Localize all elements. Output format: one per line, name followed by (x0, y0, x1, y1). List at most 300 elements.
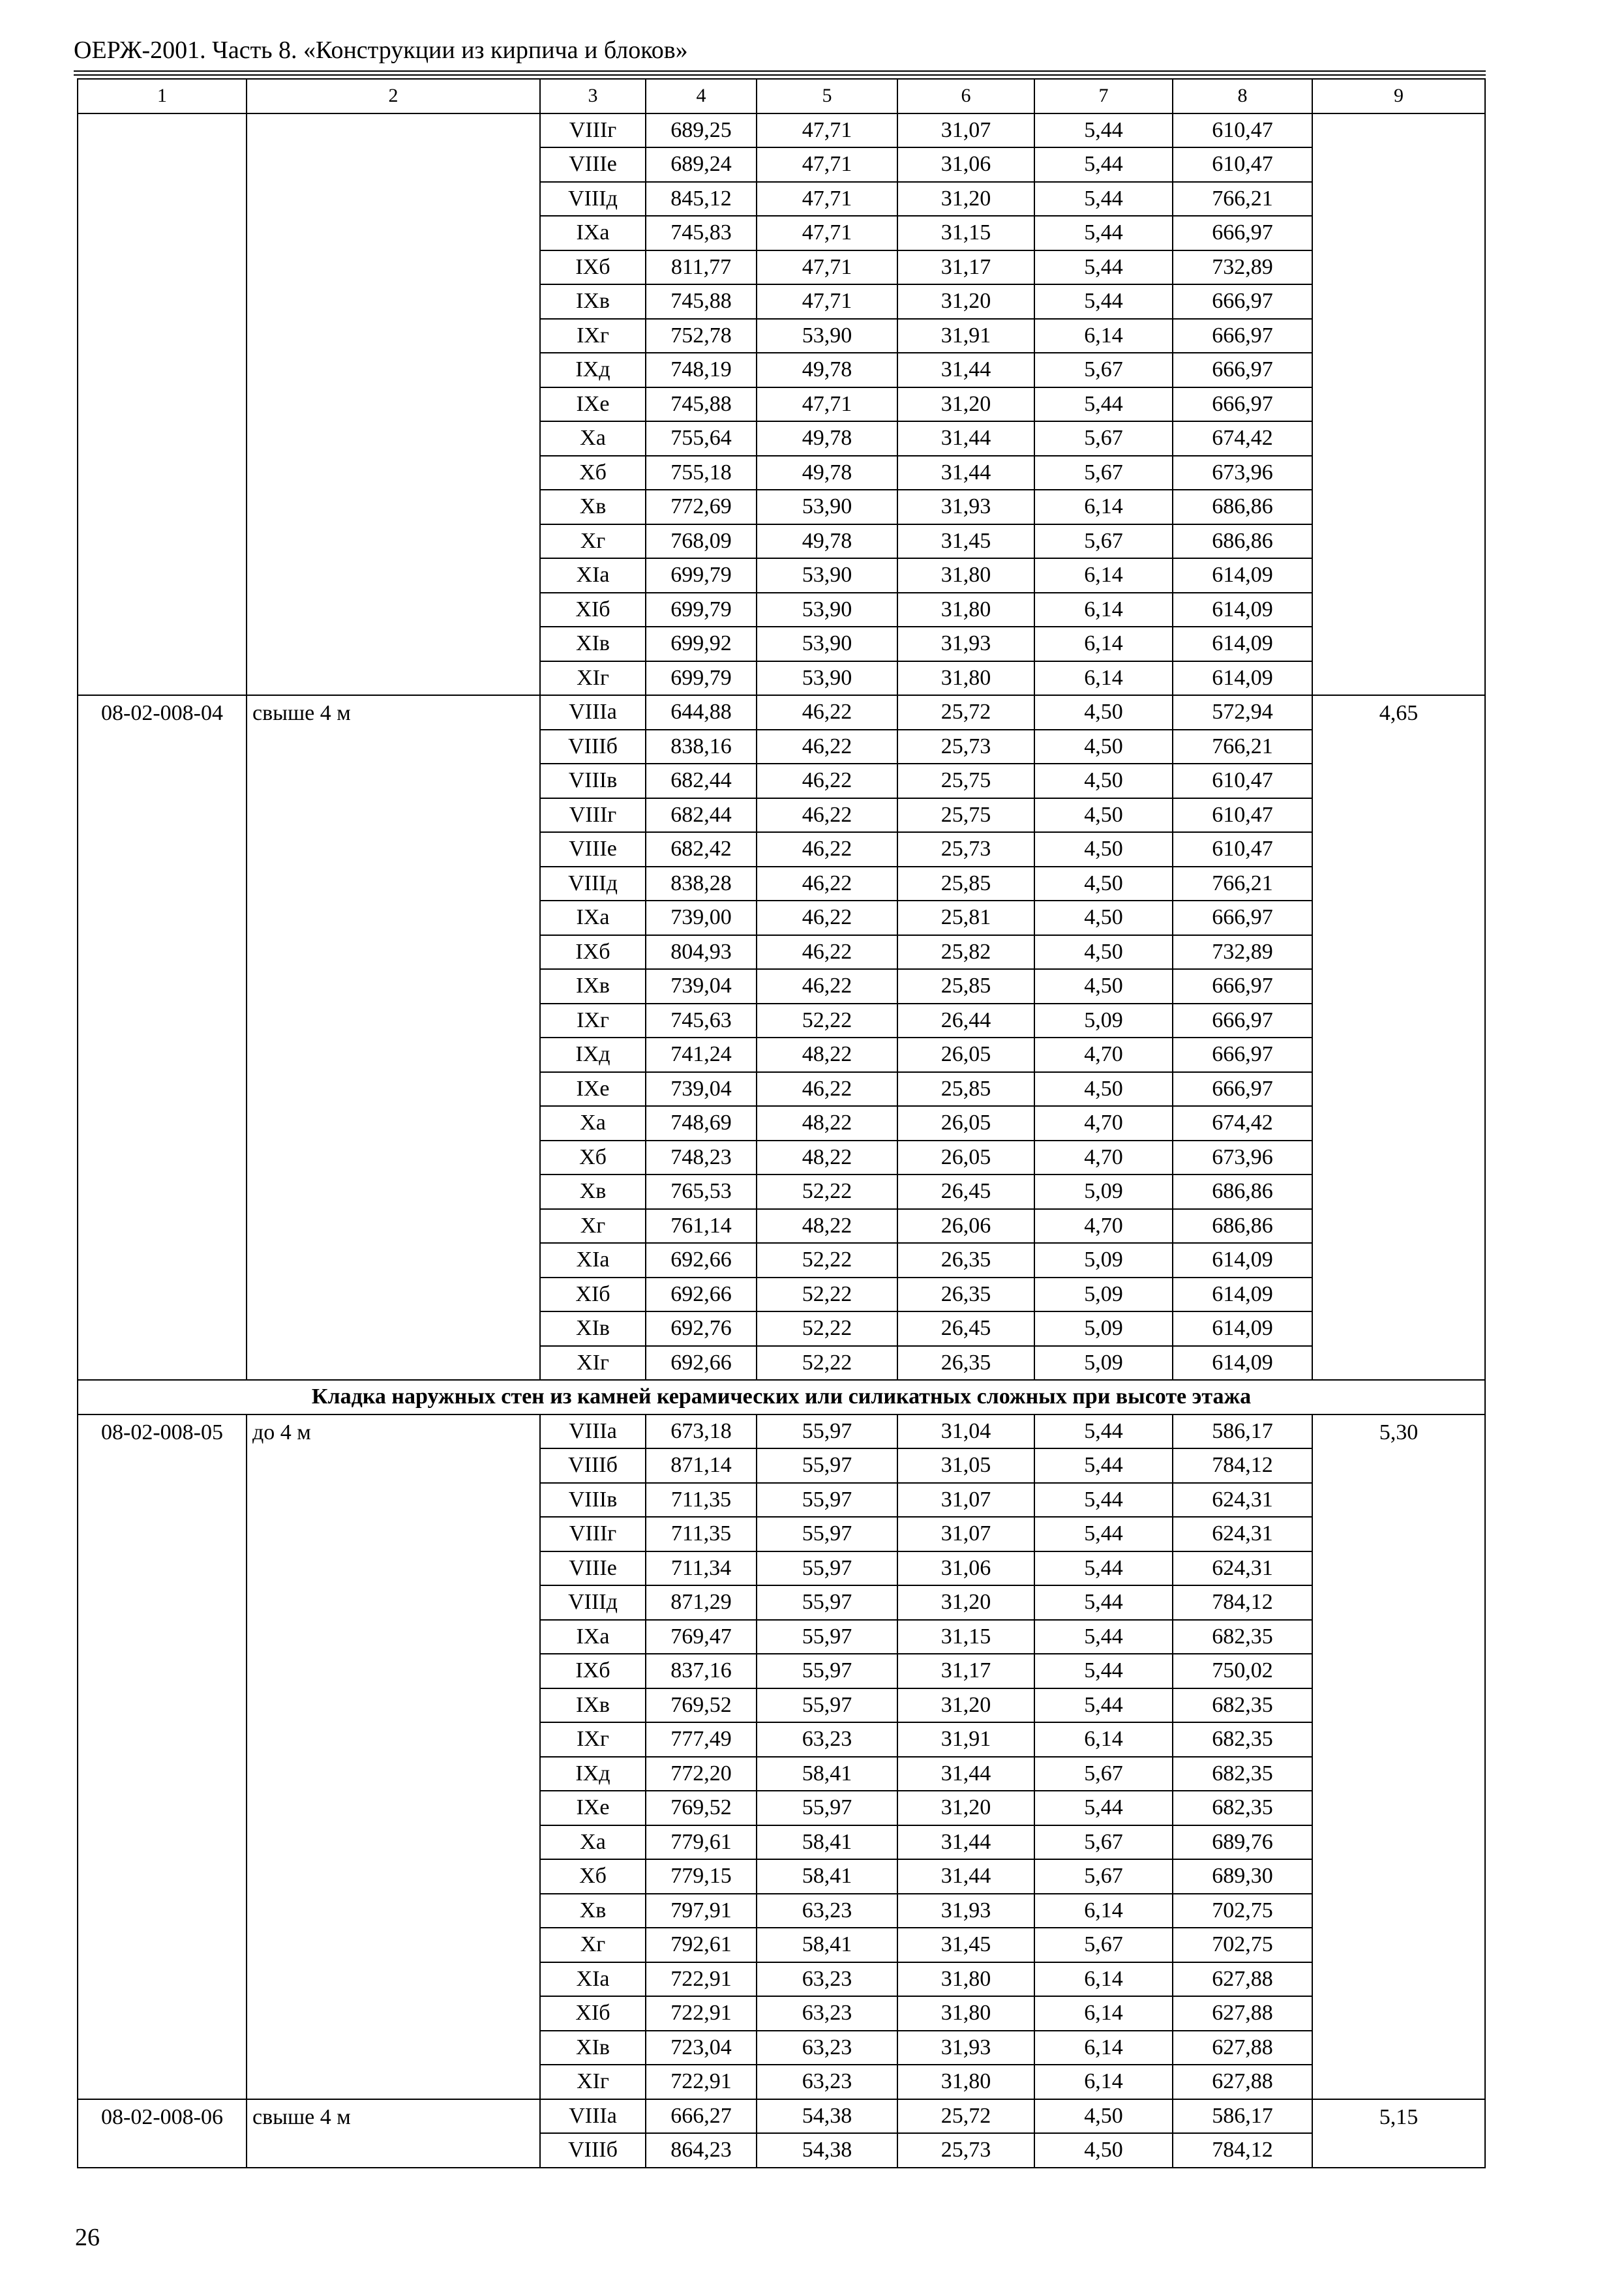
column-number: 4 (646, 79, 757, 113)
machines-cell: 31,44 (897, 1859, 1034, 1894)
machines-cell: 31,45 (897, 524, 1034, 559)
wages-cell: 52,22 (757, 1174, 897, 1209)
wages-cell: 52,22 (757, 1004, 897, 1038)
machinist-wages-cell: 5,09 (1034, 1243, 1173, 1278)
materials-cell: 586,17 (1173, 1414, 1312, 1449)
machinist-wages-cell: 6,14 (1034, 2065, 1173, 2099)
rate-description-cell: свыше 4 м (247, 695, 540, 1380)
wages-cell: 53,90 (757, 490, 897, 524)
machinist-wages-cell: 5,44 (1034, 1585, 1173, 1620)
machinist-wages-cell: 4,50 (1034, 969, 1173, 1004)
wages-cell: 58,41 (757, 1859, 897, 1894)
machinist-wages-cell: 4,50 (1034, 798, 1173, 833)
region-cell: VIIIб (540, 730, 646, 764)
materials-cell: 686,86 (1173, 1209, 1312, 1244)
materials-cell: 686,86 (1173, 1174, 1312, 1209)
machinist-wages-cell: 4,50 (1034, 764, 1173, 798)
total-cost-cell: 761,14 (646, 1209, 757, 1244)
machinist-wages-cell: 4,50 (1034, 1072, 1173, 1107)
rate-description-cell (247, 113, 540, 696)
region-cell: Xа (540, 421, 646, 456)
wages-cell: 63,23 (757, 1722, 897, 1757)
materials-cell: 624,31 (1173, 1517, 1312, 1551)
region-cell: VIIIг (540, 113, 646, 148)
wages-cell: 58,41 (757, 1757, 897, 1791)
total-cost-cell: 779,15 (646, 1859, 757, 1894)
materials-cell: 784,12 (1173, 1448, 1312, 1483)
machinist-wages-cell: 6,14 (1034, 661, 1173, 696)
total-cost-cell: 769,52 (646, 1688, 757, 1723)
machines-cell: 31,80 (897, 2065, 1034, 2099)
total-cost-cell: 722,91 (646, 1996, 757, 2031)
region-cell: VIIIг (540, 798, 646, 833)
machinist-wages-cell: 5,67 (1034, 353, 1173, 387)
materials-cell: 610,47 (1173, 832, 1312, 867)
total-cost-cell: 745,88 (646, 387, 757, 422)
region-cell: XIв (540, 627, 646, 661)
wages-cell: 55,97 (757, 1688, 897, 1723)
wages-cell: 46,22 (757, 832, 897, 867)
wages-cell: 46,22 (757, 730, 897, 764)
total-cost-cell: 745,88 (646, 284, 757, 319)
total-cost-cell: 692,66 (646, 1243, 757, 1278)
total-cost-cell: 741,24 (646, 1038, 757, 1072)
total-cost-cell: 711,34 (646, 1551, 757, 1586)
materials-cell: 614,09 (1173, 661, 1312, 696)
machines-cell: 31,07 (897, 1483, 1034, 1518)
region-cell: XIа (540, 558, 646, 593)
materials-cell: 702,75 (1173, 1894, 1312, 1928)
region-cell: Xв (540, 1174, 646, 1209)
wages-cell: 63,23 (757, 1996, 897, 2031)
total-cost-cell: 692,66 (646, 1346, 757, 1381)
labor-cost-cell: 5,30 (1312, 1414, 1485, 2099)
region-cell: VIIIе (540, 832, 646, 867)
wages-cell: 46,22 (757, 798, 897, 833)
region-cell: Xг (540, 1928, 646, 1962)
materials-cell: 766,21 (1173, 867, 1312, 901)
machinist-wages-cell: 4,70 (1034, 1141, 1173, 1175)
machinist-wages-cell: 4,50 (1034, 695, 1173, 730)
machinist-wages-cell: 5,44 (1034, 1448, 1173, 1483)
materials-cell: 627,88 (1173, 1996, 1312, 2031)
column-number: 1 (78, 79, 247, 113)
materials-cell: 682,35 (1173, 1722, 1312, 1757)
region-cell: IXе (540, 1791, 646, 1825)
region-cell: IXв (540, 969, 646, 1004)
machines-cell: 26,35 (897, 1243, 1034, 1278)
materials-cell: 666,97 (1173, 353, 1312, 387)
machines-cell: 31,04 (897, 1414, 1034, 1449)
machinist-wages-cell: 5,44 (1034, 284, 1173, 319)
region-cell: XIг (540, 2065, 646, 2099)
region-cell: IXа (540, 216, 646, 250)
machines-cell: 31,93 (897, 627, 1034, 661)
materials-cell: 627,88 (1173, 2065, 1312, 2099)
wages-cell: 49,78 (757, 421, 897, 456)
wages-cell: 48,22 (757, 1141, 897, 1175)
page-number: 26 (75, 2224, 100, 2251)
wages-cell: 55,97 (757, 1620, 897, 1654)
materials-cell: 666,97 (1173, 901, 1312, 935)
region-cell: VIIIв (540, 764, 646, 798)
region-cell: IXд (540, 1757, 646, 1791)
region-cell: VIIIд (540, 867, 646, 901)
column-number: 8 (1173, 79, 1312, 113)
wages-cell: 55,97 (757, 1483, 897, 1518)
header-rule (74, 70, 1486, 72)
region-cell: IXб (540, 250, 646, 285)
materials-cell: 614,09 (1173, 1346, 1312, 1381)
region-cell: XIа (540, 1962, 646, 1997)
wages-cell: 55,97 (757, 1414, 897, 1449)
materials-cell: 784,12 (1173, 2133, 1312, 2168)
machines-cell: 26,05 (897, 1106, 1034, 1141)
wages-cell: 55,97 (757, 1791, 897, 1825)
materials-cell: 732,89 (1173, 935, 1312, 970)
machinist-wages-cell: 5,44 (1034, 250, 1173, 285)
region-cell: VIIIв (540, 1483, 646, 1518)
machinist-wages-cell: 6,14 (1034, 1996, 1173, 2031)
region-cell: Xб (540, 1141, 646, 1175)
materials-cell: 732,89 (1173, 250, 1312, 285)
materials-cell: 666,97 (1173, 969, 1312, 1004)
materials-cell: 682,35 (1173, 1688, 1312, 1723)
machines-cell: 31,20 (897, 1688, 1034, 1723)
region-cell: VIIIа (540, 1414, 646, 1449)
materials-cell: 666,97 (1173, 387, 1312, 422)
wages-cell: 58,41 (757, 1825, 897, 1860)
machines-cell: 25,73 (897, 2133, 1034, 2168)
machines-cell: 31,80 (897, 661, 1034, 696)
machinist-wages-cell: 4,50 (1034, 935, 1173, 970)
total-cost-cell: 772,69 (646, 490, 757, 524)
materials-cell: 610,47 (1173, 798, 1312, 833)
machinist-wages-cell: 5,44 (1034, 1551, 1173, 1586)
region-cell: XIг (540, 1346, 646, 1381)
wages-cell: 63,23 (757, 2031, 897, 2065)
materials-cell: 674,42 (1173, 1106, 1312, 1141)
machines-cell: 31,44 (897, 456, 1034, 490)
wages-cell: 47,71 (757, 113, 897, 148)
total-cost-cell: 748,23 (646, 1141, 757, 1175)
region-cell: IXе (540, 387, 646, 422)
labor-cost-cell (1312, 113, 1485, 696)
machines-cell: 31,93 (897, 2031, 1034, 2065)
machinist-wages-cell: 5,67 (1034, 524, 1173, 559)
region-cell: IXг (540, 319, 646, 353)
wages-cell: 49,78 (757, 524, 897, 559)
machinist-wages-cell: 5,09 (1034, 1174, 1173, 1209)
materials-cell: 666,97 (1173, 1038, 1312, 1072)
region-cell: VIIIб (540, 1448, 646, 1483)
machinist-wages-cell: 4,50 (1034, 2133, 1173, 2168)
total-cost-cell: 682,44 (646, 764, 757, 798)
materials-cell: 614,09 (1173, 627, 1312, 661)
table-row (78, 695, 1485, 730)
machinist-wages-cell: 4,50 (1034, 867, 1173, 901)
region-cell: VIIIе (540, 147, 646, 182)
machines-cell: 31,20 (897, 182, 1034, 217)
machines-cell: 31,93 (897, 1894, 1034, 1928)
machines-cell: 31,20 (897, 387, 1034, 422)
materials-cell: 614,09 (1173, 1311, 1312, 1346)
wages-cell: 53,90 (757, 627, 897, 661)
machinist-wages-cell: 4,70 (1034, 1209, 1173, 1244)
total-cost-cell: 722,91 (646, 2065, 757, 2099)
machinist-wages-cell: 5,44 (1034, 182, 1173, 217)
wages-cell: 52,22 (757, 1278, 897, 1312)
section-heading: Кладка наружных стен из камней керамических или силикатных сложных при высоте этажа (78, 1380, 1485, 1414)
machines-cell: 25,72 (897, 2099, 1034, 2134)
machinist-wages-cell: 5,67 (1034, 1757, 1173, 1791)
materials-cell: 614,09 (1173, 1278, 1312, 1312)
table-body (78, 79, 1485, 2168)
materials-cell: 610,47 (1173, 113, 1312, 148)
wages-cell: 52,22 (757, 1311, 897, 1346)
materials-cell: 610,47 (1173, 764, 1312, 798)
total-cost-cell: 666,27 (646, 2099, 757, 2134)
machinist-wages-cell: 4,50 (1034, 901, 1173, 935)
machinist-wages-cell: 5,09 (1034, 1004, 1173, 1038)
rate-description-cell: до 4 м (247, 1414, 540, 2099)
total-cost-cell: 692,66 (646, 1278, 757, 1312)
machines-cell: 26,44 (897, 1004, 1034, 1038)
rate-code-cell: 08-02-008-04 (78, 695, 247, 1380)
total-cost-cell: 748,19 (646, 353, 757, 387)
wages-cell: 63,23 (757, 1894, 897, 1928)
region-cell: VIIIа (540, 695, 646, 730)
machines-cell: 31,20 (897, 1791, 1034, 1825)
total-cost-cell: 779,61 (646, 1825, 757, 1860)
machines-cell: 25,82 (897, 935, 1034, 970)
wages-cell: 47,71 (757, 147, 897, 182)
machines-cell: 25,85 (897, 969, 1034, 1004)
machinist-wages-cell: 6,14 (1034, 490, 1173, 524)
machinist-wages-cell: 5,67 (1034, 1928, 1173, 1962)
region-cell: VIIIе (540, 1551, 646, 1586)
total-cost-cell: 755,64 (646, 421, 757, 456)
machines-cell: 31,15 (897, 1620, 1034, 1654)
region-cell: VIIIг (540, 1517, 646, 1551)
machinist-wages-cell: 5,44 (1034, 1517, 1173, 1551)
region-cell: IXд (540, 1038, 646, 1072)
machinist-wages-cell: 6,14 (1034, 2031, 1173, 2065)
table-row (78, 113, 1485, 148)
region-cell: IXг (540, 1004, 646, 1038)
materials-cell: 702,75 (1173, 1928, 1312, 1962)
region-cell: Xб (540, 456, 646, 490)
wages-cell: 63,23 (757, 1962, 897, 1997)
wages-cell: 53,90 (757, 319, 897, 353)
machines-cell: 31,93 (897, 490, 1034, 524)
wages-cell: 46,22 (757, 969, 897, 1004)
total-cost-cell: 755,18 (646, 456, 757, 490)
machinist-wages-cell: 6,14 (1034, 1894, 1173, 1928)
machinist-wages-cell: 5,44 (1034, 113, 1173, 148)
region-cell: Xв (540, 490, 646, 524)
total-cost-cell: 837,16 (646, 1654, 757, 1688)
total-cost-cell: 845,12 (646, 182, 757, 217)
total-cost-cell: 864,23 (646, 2133, 757, 2168)
total-cost-cell: 739,00 (646, 901, 757, 935)
total-cost-cell: 699,92 (646, 627, 757, 661)
machines-cell: 31,44 (897, 1825, 1034, 1860)
machinist-wages-cell: 4,50 (1034, 2099, 1173, 2134)
region-cell: IXв (540, 284, 646, 319)
total-cost-cell: 772,20 (646, 1757, 757, 1791)
wages-cell: 47,71 (757, 387, 897, 422)
total-cost-cell: 692,76 (646, 1311, 757, 1346)
region-cell: Xг (540, 1209, 646, 1244)
region-cell: IXд (540, 353, 646, 387)
total-cost-cell: 769,47 (646, 1620, 757, 1654)
machines-cell: 31,20 (897, 1585, 1034, 1620)
total-cost-cell: 689,25 (646, 113, 757, 148)
materials-cell: 614,09 (1173, 558, 1312, 593)
wages-cell: 46,22 (757, 695, 897, 730)
machinist-wages-cell: 5,44 (1034, 387, 1173, 422)
machines-cell: 31,44 (897, 1757, 1034, 1791)
total-cost-cell: 644,88 (646, 695, 757, 730)
machines-cell: 25,72 (897, 695, 1034, 730)
total-cost-cell: 682,42 (646, 832, 757, 867)
total-cost-cell: 711,35 (646, 1483, 757, 1518)
column-number: 6 (897, 79, 1034, 113)
region-cell: Xа (540, 1106, 646, 1141)
column-number: 3 (540, 79, 646, 113)
region-cell: IXа (540, 1620, 646, 1654)
machines-cell: 31,06 (897, 147, 1034, 182)
region-cell: VIIIб (540, 2133, 646, 2168)
materials-cell: 766,21 (1173, 730, 1312, 764)
machines-cell: 31,91 (897, 319, 1034, 353)
machines-cell: 31,44 (897, 353, 1034, 387)
materials-cell: 666,97 (1173, 284, 1312, 319)
table-row (78, 2099, 1485, 2134)
machines-cell: 31,17 (897, 250, 1034, 285)
machines-cell: 31,80 (897, 593, 1034, 627)
total-cost-cell: 777,49 (646, 1722, 757, 1757)
wages-cell: 55,97 (757, 1585, 897, 1620)
materials-cell: 750,02 (1173, 1654, 1312, 1688)
machines-cell: 31,80 (897, 1996, 1034, 2031)
machinist-wages-cell: 6,14 (1034, 1722, 1173, 1757)
wages-cell: 46,22 (757, 1072, 897, 1107)
machines-cell: 31,17 (897, 1654, 1034, 1688)
column-number: 2 (247, 79, 540, 113)
machines-cell: 26,45 (897, 1174, 1034, 1209)
wages-cell: 49,78 (757, 353, 897, 387)
labor-cost-cell: 5,15 (1312, 2099, 1485, 2168)
machines-cell: 26,35 (897, 1278, 1034, 1312)
total-cost-cell: 723,04 (646, 2031, 757, 2065)
materials-cell: 682,35 (1173, 1791, 1312, 1825)
machinist-wages-cell: 4,70 (1034, 1106, 1173, 1141)
total-cost-cell: 792,61 (646, 1928, 757, 1962)
machinist-wages-cell: 5,09 (1034, 1278, 1173, 1312)
region-cell: IXб (540, 1654, 646, 1688)
total-cost-cell: 797,91 (646, 1894, 757, 1928)
wages-cell: 54,38 (757, 2133, 897, 2168)
region-cell: XIб (540, 1996, 646, 2031)
total-cost-cell: 765,53 (646, 1174, 757, 1209)
total-cost-cell: 699,79 (646, 558, 757, 593)
machines-cell: 26,35 (897, 1346, 1034, 1381)
wages-cell: 55,97 (757, 1551, 897, 1586)
machinist-wages-cell: 6,14 (1034, 627, 1173, 661)
total-cost-cell: 711,35 (646, 1517, 757, 1551)
wages-cell: 48,22 (757, 1209, 897, 1244)
total-cost-cell: 673,18 (646, 1414, 757, 1449)
total-cost-cell: 682,44 (646, 798, 757, 833)
materials-cell: 666,97 (1173, 1072, 1312, 1107)
machinist-wages-cell: 5,09 (1034, 1311, 1173, 1346)
machinist-wages-cell: 5,44 (1034, 1791, 1173, 1825)
total-cost-cell: 699,79 (646, 661, 757, 696)
section-heading-row (78, 1380, 1485, 1414)
materials-cell: 689,30 (1173, 1859, 1312, 1894)
machinist-wages-cell: 5,44 (1034, 147, 1173, 182)
machinist-wages-cell: 6,14 (1034, 319, 1173, 353)
machines-cell: 31,45 (897, 1928, 1034, 1962)
wages-cell: 63,23 (757, 2065, 897, 2099)
wages-cell: 47,71 (757, 284, 897, 319)
region-cell: XIб (540, 593, 646, 627)
region-cell: IXа (540, 901, 646, 935)
materials-cell: 686,86 (1173, 490, 1312, 524)
document-header: ОЕРЖ-2001. Часть 8. «Конструкции из кирпича и блоков» (74, 37, 688, 64)
region-cell: VIIIа (540, 2099, 646, 2134)
rates-table (77, 78, 1486, 2168)
machines-cell: 26,05 (897, 1038, 1034, 1072)
region-cell: Xг (540, 524, 646, 559)
region-cell: Xв (540, 1894, 646, 1928)
total-cost-cell: 768,09 (646, 524, 757, 559)
machines-cell: 25,73 (897, 832, 1034, 867)
machines-cell: 25,81 (897, 901, 1034, 935)
wages-cell: 52,22 (757, 1346, 897, 1381)
materials-cell: 627,88 (1173, 2031, 1312, 2065)
materials-cell: 682,35 (1173, 1620, 1312, 1654)
wages-cell: 47,71 (757, 216, 897, 250)
region-cell: IXг (540, 1722, 646, 1757)
materials-cell: 624,31 (1173, 1483, 1312, 1518)
wages-cell: 55,97 (757, 1654, 897, 1688)
machines-cell: 31,91 (897, 1722, 1034, 1757)
column-number: 9 (1312, 79, 1485, 113)
region-cell: XIб (540, 1278, 646, 1312)
wages-cell: 52,22 (757, 1243, 897, 1278)
column-number: 7 (1034, 79, 1173, 113)
table-row (78, 1414, 1485, 1449)
wages-cell: 49,78 (757, 456, 897, 490)
materials-cell: 586,17 (1173, 2099, 1312, 2134)
materials-cell: 682,35 (1173, 1757, 1312, 1791)
region-cell: Xб (540, 1859, 646, 1894)
region-cell: IXв (540, 1688, 646, 1723)
materials-cell: 673,96 (1173, 1141, 1312, 1175)
region-cell: Xа (540, 1825, 646, 1860)
region-cell: VIIIд (540, 182, 646, 217)
wages-cell: 46,22 (757, 867, 897, 901)
machines-cell: 31,80 (897, 1962, 1034, 1997)
wages-cell: 58,41 (757, 1928, 897, 1962)
total-cost-cell: 838,28 (646, 867, 757, 901)
machinist-wages-cell: 5,67 (1034, 1859, 1173, 1894)
region-cell: IXе (540, 1072, 646, 1107)
wages-cell: 55,97 (757, 1448, 897, 1483)
